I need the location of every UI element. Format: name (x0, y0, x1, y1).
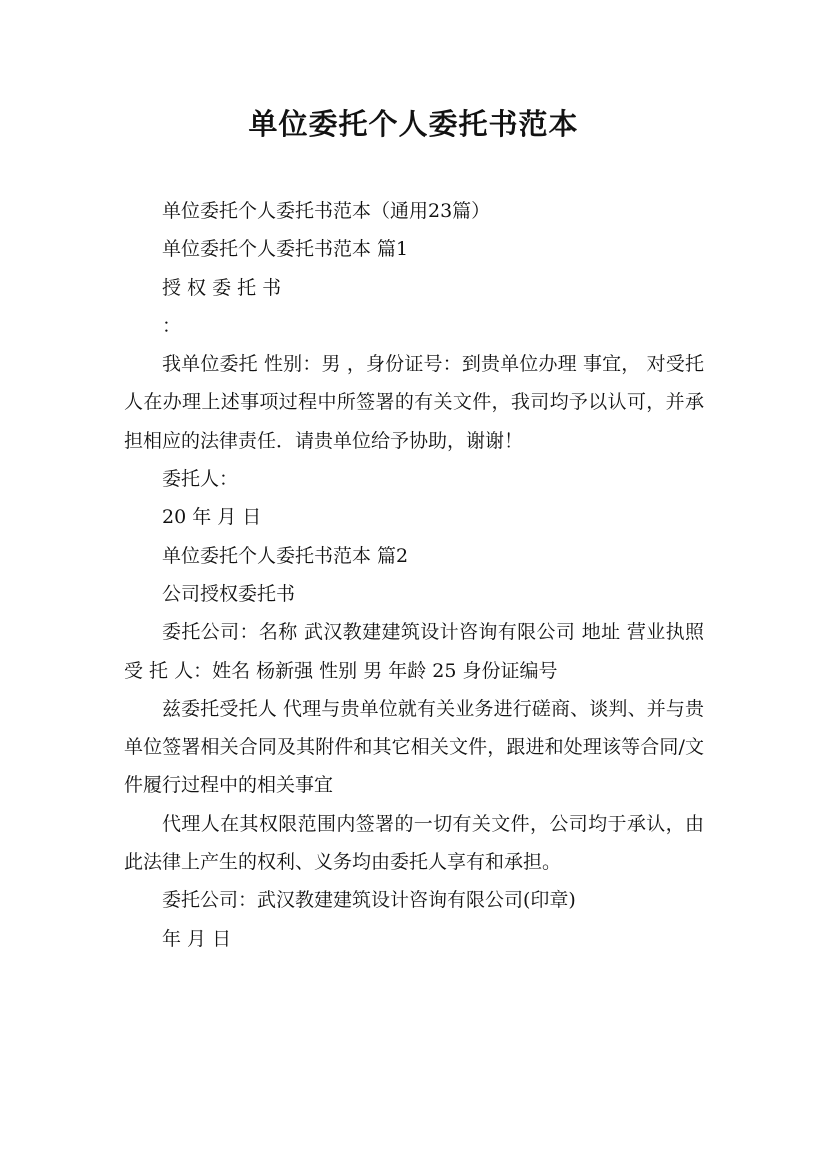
paragraph-agent-liability: 代理人在其权限范围内签署的一切有关文件，公司均于承认，由此法律上产生的权利、义务均由委托人享有和承担。 (124, 812, 704, 874)
paragraph-section-2-heading: 单位委托个人委托书范本 篇2 (162, 544, 409, 567)
paragraph-authorization-heading: 授 权 委 托 书 (162, 276, 282, 299)
paragraph-section-1-heading: 单位委托个人委托书范本 篇1 (162, 238, 409, 261)
paragraph-authorization-body: 我单位委托 性别：男 ，身份证号：到贵单位办理 事宜， 对受托人在办理上述事项过程中所签署的有关文件，我司均予以认可，并承担相应的法律责任．请贵单位给予协助，谢谢！ (124, 353, 704, 452)
paragraph-date-2: 年 月 日 (162, 927, 232, 950)
document-body (124, 192, 704, 958)
paragraph-company-authorization-heading: 公司授权委托书 (162, 582, 296, 605)
document-title: 单位委托个人委托书范本 (248, 107, 579, 141)
paragraph-company-info: 委托公司：名称 武汉教建建筑设计咨询有限公司 地址 营业执照受 托 人：姓名 杨新强 性别 男 年龄 25 身份证编号 (124, 621, 704, 682)
paragraph-salutation: ： (162, 314, 182, 337)
paragraph-delegation-scope: 兹委托受托人 代理与贵单位就有关业务进行磋商、谈判、并与贵单位签署相关合同及其附件和其它相关文件，跟进和处理该等合同/文件履行过程中的相关事宜 (124, 697, 704, 797)
paragraph-principal: 委托人： (162, 468, 239, 491)
paragraph-date-1: 20 年 月 日 (162, 506, 262, 529)
paragraph-subtitle: 单位委托个人委托书范本（通用23篇） (162, 200, 491, 222)
paragraph-company-seal: 委托公司：武汉教建建筑设计咨询有限公司(印章) (162, 889, 576, 912)
